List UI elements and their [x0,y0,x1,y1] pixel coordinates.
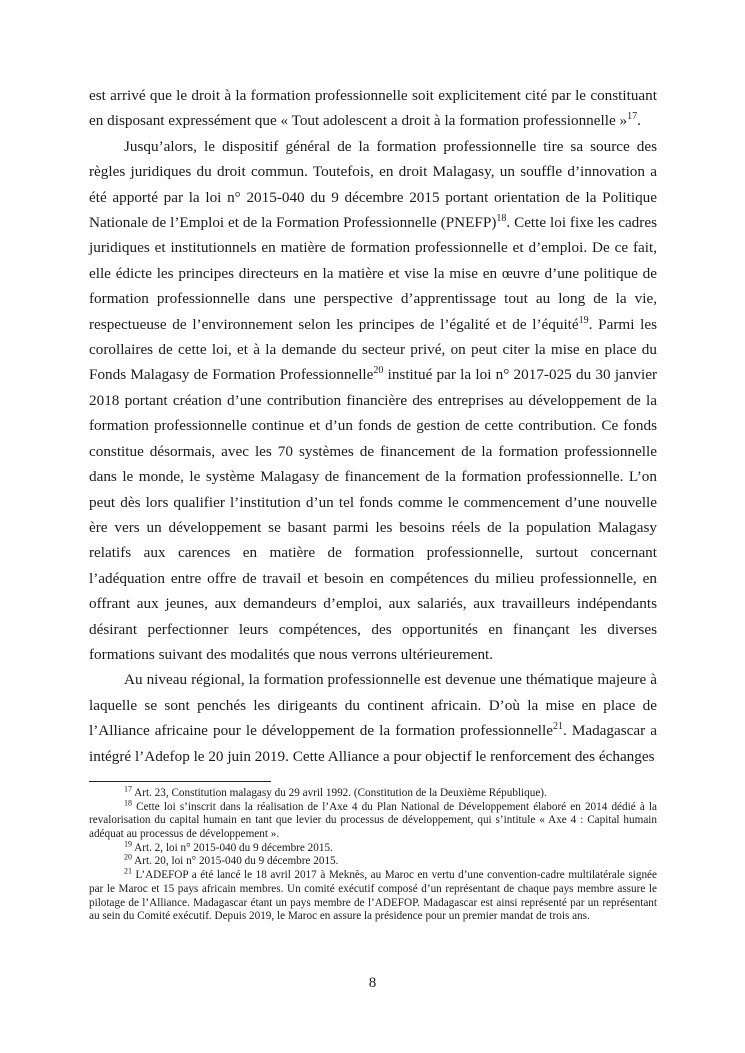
body-text [89,83,657,769]
footnote-ref-18[interactable]: 18 [496,212,507,224]
page-number: 8 [368,975,377,991]
footnote-separator [89,781,271,782]
paragraph-2: Jusqu’alors, le dispositif général de la formation professionnelle tire sa source des règles juridiques du droit commun. Toutefois, en droit Malagasy, un souffle d’innovation a été apporté par la loi n° 2015-040 du 9 décembre 2015 portant orientation de la Politique Nationale de l’Emploi et de la Formation Professionnelle (PNEFP)$^{18}$. Cette loi fixe les cadres juridiques et institutionnels en matière de formation professionnelle et d’emploi. De ce fait, elle édicte les principes directeurs en la matière et vise la mise en œuvre d’une politique de formation professionnelle dans une perspective d’apprentissage tout au long de la vie, respectueuse de l’environnement selon les principes de l’égalité et de l’équité$^{19}$. Parmi les corollaires de cette loi, et à la demande du secteur privé, on peut citer la mise en place du Fonds Malagasy de Formation Professionnelle$^{20}$ institué par la loi n° 2017-025 du 30 janvier 2018 portant création d’une contribution financière des entreprises au développement de la formation professionnelle continue et d’un fonds de gestion de cette contribution. Ce fonds constitue désormais, avec les 70 systèmes de financement de la formation professionnelle dans le monde, le système Malagasy de financement de la formation professionnelle. L’on peut dès lors qualifier l’institution d’un tel fonds comme le commencement d’une nouvelle ère vers un développement se basant parmi les besoins réels de la population Malagasy relatifs aux carences en matière de formation professionnelle, surtout concernant l’adéquation entre offre de travail et besoin en compétences du milieu professionnelle, en offrant aux jeunes, aux demandeurs d’emploi, aux salariés, aux travailleurs indépendants désirant perfectionner leurs compétences, des opportunités en finançant les diverses formations suivant des modalités que nous verrons ultérieurement. [89,137,657,663]
paragraph-1: est arrivé que le droit à la formation professionnelle soit explicitement cité par le constituant en disposant expressément que « Tout adolescent a droit à la formation professionnelle »$^{17}$. [89,87,657,130]
footnote-19: $^{19}$ Art. 2, loi n° 2015-040 du 9 décembre 2015. [124,839,333,854]
footnote-21: $^{21}$ L’ADEFOP a été lancé le 18 avril 2017 à Meknès, au Maroc en vertu d’une convention-cadre multilatérale signée par le Maroc et 15 pays africain membres. Un comité exécutif composé d’un représentant de chaque pays membre assure le pilotage de l’Alliance. Madagascar étant un pays membre de l’ADEFOP. Madagascar est ainsi représenté par un représentant au sein du Comité exécutif. Depuis 2019, le Maroc en assure la présidence pour un premier mandat de trois ans. [89,866,657,923]
footnote-ref-21[interactable]: 21 [552,721,563,733]
footnote-18: $^{18}$ Cette loi s’inscrit dans la réalisation de l’Axe 4 du Plan National de Développement élaboré en 2014 dédié à la revalorisation du capital humain en tant que levier du processus de développement, qui s’intitule « Axe 4 : Capital humain adéquat au processus de développement ». [89,797,657,841]
footnote-ref-17[interactable]: 17 [627,111,638,123]
footnotes [89,784,657,924]
paragraph-3: Au niveau régional, la formation professionnelle est devenue une thématique majeure à laquelle se sont penchés les dirigeants du continent africain. D’où la mise en place de l’Alliance africaine pour le développement de la formation professionnelle$^{21}$. Madagascar a intégré l’Adefop le 20 juin 2019. Cette Alliance a pour objectif le renforcement des échanges [89,671,657,765]
footnote-17: $^{17}$ Art. 23, Constitution malagasy du 29 avril 1992. (Constitution de la Deuxième République). [124,784,547,799]
footnote-ref-20[interactable]: 20 [373,365,384,377]
document-page [89,83,657,924]
footnote-ref-19[interactable]: 19 [578,314,589,326]
footnote-20: $^{20}$ Art. 20, loi n° 2015-040 du 9 décembre 2015. [124,852,339,868]
